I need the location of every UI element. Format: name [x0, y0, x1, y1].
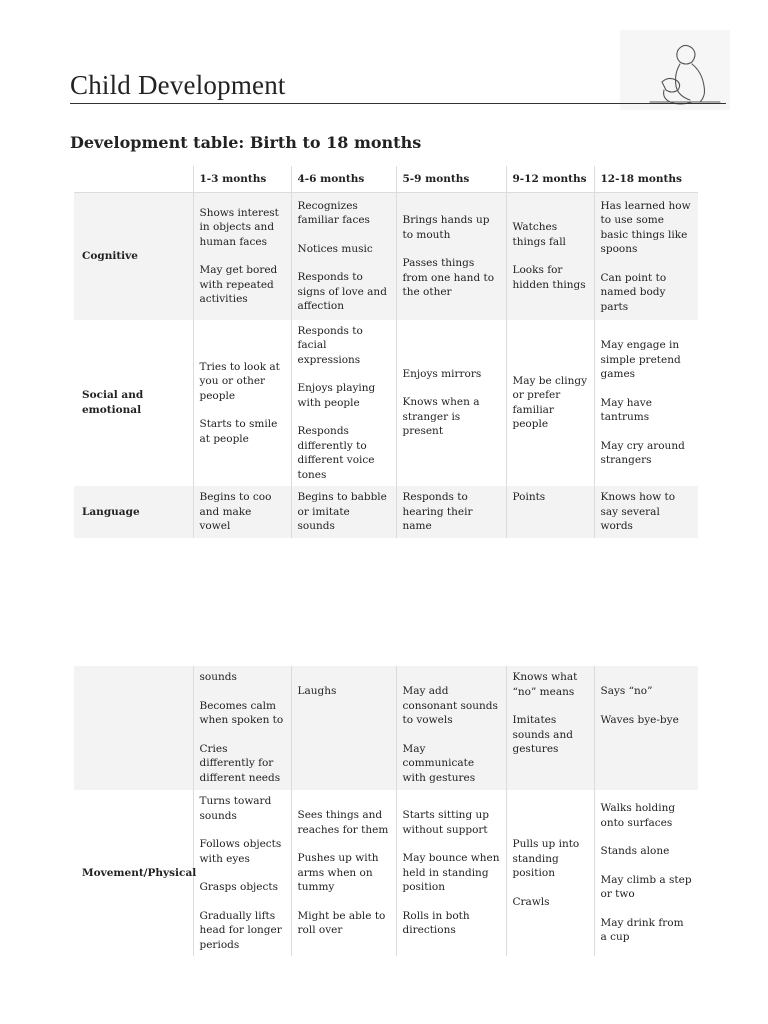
- table-cell: [291, 790, 396, 956]
- table-cell: [193, 320, 291, 487]
- row-label-movement-physical: Movement/Physical: [82, 866, 197, 879]
- cell-text: Sees things and reaches for them: [297, 809, 389, 836]
- table-row-movement-physical: [74, 790, 698, 956]
- table-cell: [594, 193, 698, 320]
- header-illustration: [620, 30, 730, 110]
- column-header-4-6-months: 4-6 months: [291, 166, 396, 193]
- cell-text: Says “no”: [600, 685, 653, 697]
- cell-text: Might be able to roll over: [297, 909, 386, 937]
- cell-text: Brings hands up to mouth: [402, 214, 490, 241]
- table-cell: [594, 666, 698, 790]
- cell-text: May be clingy or prefer familiar people: [512, 374, 588, 431]
- table-cell: [396, 193, 506, 320]
- table-header-row: [74, 166, 698, 193]
- table-cell: [291, 320, 396, 487]
- cell-text: Recognizes familiar faces: [297, 199, 370, 227]
- table-cell: [594, 320, 698, 487]
- cell-text: Cries differently for different needs: [199, 742, 281, 784]
- row-label-social-emotional: Social and emotional: [82, 389, 144, 416]
- cell-text: May get bored with repeated activities: [199, 264, 278, 306]
- table-cell: [396, 666, 506, 790]
- cell-text: Responds differently to different voice tones: [297, 425, 375, 481]
- table-row-cognitive: [74, 193, 698, 320]
- table-cell: [506, 790, 594, 956]
- cell-text: Follows objects with eyes: [199, 838, 282, 865]
- row-label-cognitive: Cognitive: [74, 193, 193, 320]
- cell-text: Enjoys mirrors: [402, 367, 482, 380]
- cell-text: Responds to signs of love and affection: [297, 271, 387, 313]
- parent-child-drawing-icon: [620, 30, 730, 110]
- cell-text: Pushes up with arms when on tummy: [297, 852, 379, 894]
- cell-text: Stands alone: [600, 845, 670, 858]
- cell-text: Can point to named body parts: [600, 271, 667, 313]
- cell-text: Turns toward sounds: [199, 795, 272, 822]
- table-cell: [396, 790, 506, 956]
- table-cell: [193, 193, 291, 320]
- cell-text: Begins to babble or imitate sounds: [297, 491, 387, 532]
- table-cell: [594, 486, 698, 538]
- table-cell: [291, 666, 396, 790]
- cell-text: Laughs: [297, 685, 337, 697]
- cell-text: Crawls: [512, 895, 550, 908]
- cell-text: Rolls in both directions: [402, 909, 470, 937]
- cell-text: Responds to facial expressions: [297, 324, 363, 366]
- table-cell: [506, 193, 594, 320]
- table-cell: [506, 320, 594, 487]
- development-table: [74, 166, 698, 538]
- cell-text: Imitates sounds and gestures: [512, 714, 573, 755]
- cell-text: Grasps objects: [199, 881, 279, 893]
- document-title: Child Development: [70, 70, 286, 100]
- column-header-5-9-months: 5-9 months: [396, 166, 506, 193]
- table-cell: [396, 486, 506, 538]
- cell-text: Gradually lifts head for longer periods: [199, 909, 282, 951]
- column-header-empty: [74, 166, 193, 193]
- cell-text: Starts to smile at people: [199, 418, 278, 445]
- table-cell: [291, 193, 396, 320]
- cell-text: May bounce when held in standing position: [402, 852, 500, 894]
- cell-text: Points: [512, 491, 546, 503]
- cell-text: May cry around strangers: [600, 439, 685, 466]
- table-cell: [193, 486, 291, 538]
- cell-text: Becomes calm when spoken to: [199, 699, 284, 726]
- row-label-language: Language: [74, 486, 193, 538]
- cell-text: May have tantrums: [600, 396, 652, 423]
- cell-text: Watches things fall: [512, 221, 566, 248]
- cell-text: Has learned how to use some basic things like spoons: [600, 199, 691, 255]
- table-cell: [506, 486, 594, 538]
- table-cell: [193, 790, 291, 956]
- development-table-continued: [74, 666, 698, 956]
- cell-text: Pulls up into standing position: [512, 838, 580, 879]
- cell-text: Knows when a stranger is present: [402, 396, 480, 438]
- cell-text: Responds to hearing their name: [402, 491, 473, 532]
- cell-text: May climb a step or two: [600, 873, 692, 901]
- table-row-language: [74, 486, 698, 538]
- cell-text: Tries to look at you or other people: [199, 360, 280, 402]
- cell-text: May engage in simple pretend games: [600, 339, 681, 380]
- cell-text: May drink from a cup: [600, 916, 684, 944]
- cell-text: Starts sitting up without support: [402, 809, 489, 836]
- cell-text: Knows what “no” means: [512, 671, 578, 698]
- table-row-language-continued: [74, 666, 698, 790]
- table-cell: [594, 790, 698, 956]
- cell-text: Knows how to say several words: [600, 491, 676, 532]
- table-cell: [193, 666, 291, 790]
- row-label-empty: [74, 666, 193, 790]
- column-header-9-12-months: 9-12 months: [506, 166, 594, 193]
- cell-text: Walks holding onto surfaces: [600, 802, 676, 829]
- column-header-1-3-months: 1-3 months: [193, 166, 291, 193]
- title-rule: [70, 103, 726, 104]
- cell-text: Enjoys playing with people: [297, 382, 376, 409]
- cell-text: Notices music: [297, 242, 373, 255]
- cell-text: Shows interest in objects and human faces: [199, 206, 279, 248]
- cell-text: sounds: [199, 671, 237, 683]
- section-title: Development table: Birth to 18 months: [70, 133, 422, 152]
- table-row-social-emotional: [74, 320, 698, 487]
- table-cell: [291, 486, 396, 538]
- cell-text: Looks for hidden things: [512, 264, 586, 291]
- column-header-12-18-months: 12-18 months: [594, 166, 698, 193]
- cell-text: May add consonant sounds to vowels: [402, 685, 498, 726]
- cell-text: Begins to coo and make vowel: [199, 491, 272, 532]
- cell-text: Waves bye-bye: [600, 713, 679, 726]
- table-cell: [396, 320, 506, 487]
- table-cell: [506, 666, 594, 790]
- cell-text: May communicate with gestures: [402, 742, 476, 784]
- cell-text: Passes things from one hand to the other: [402, 257, 495, 298]
